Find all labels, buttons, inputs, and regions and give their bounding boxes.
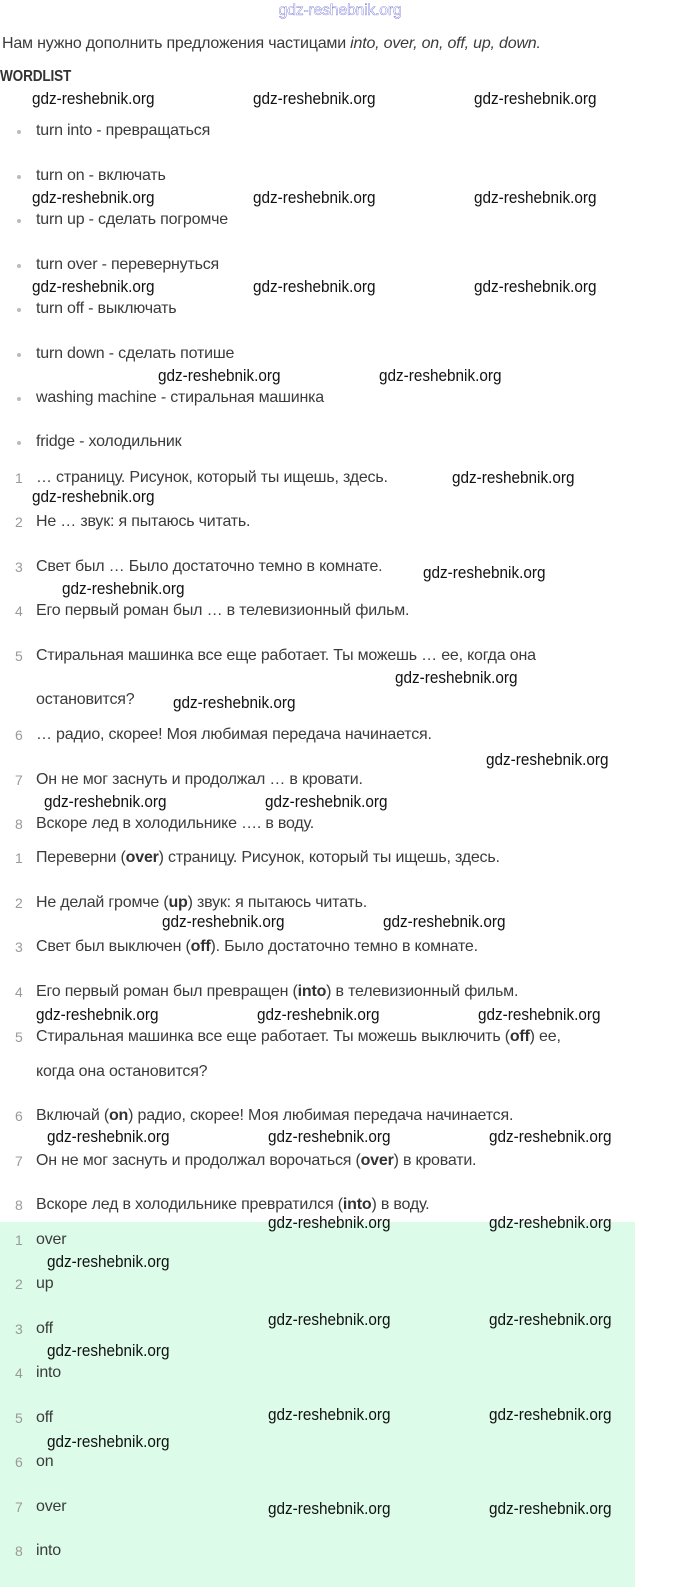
site-watermark-link[interactable]: gdz-reshebnik.org xyxy=(278,2,402,19)
watermark-text: gdz-reshebnik.org xyxy=(489,1405,612,1424)
item-number: 2 xyxy=(15,895,23,911)
answer-word: off xyxy=(36,1409,53,1426)
watermark-text: gdz-reshebnik.org xyxy=(44,792,167,811)
watermark-text: gdz-reshebnik.org xyxy=(489,1127,612,1146)
wordlist-item: turn off - выключать xyxy=(36,300,177,317)
exercise-sentence: Не … звук: я пытаюсь читать. xyxy=(36,513,251,530)
item-number: 7 xyxy=(15,1499,23,1515)
item-number: 4 xyxy=(15,603,23,619)
answer-word: over xyxy=(36,1231,67,1248)
bullet-icon xyxy=(17,397,21,401)
watermark-text: gdz-reshebnik.org xyxy=(452,468,575,487)
wordlist-item: turn into - превращаться xyxy=(36,122,211,139)
item-number: 2 xyxy=(15,514,23,530)
bullet-icon xyxy=(17,264,21,268)
watermark-text: gdz-reshebnik.org xyxy=(478,1005,601,1024)
watermark-text: gdz-reshebnik.org xyxy=(383,912,506,931)
item-number: 8 xyxy=(15,1543,23,1559)
answer-particle: into xyxy=(297,983,327,1000)
bullet-icon xyxy=(17,219,21,223)
wordlist-item: turn down - сделать потише xyxy=(36,345,235,362)
bullet-icon xyxy=(17,130,21,134)
exercise-sentence: Он не мог заснуть и продолжал … в кровати. xyxy=(36,771,363,788)
watermark-text: gdz-reshebnik.org xyxy=(268,1405,391,1424)
exercise-sentence: Его первый роман был … в телевизионный фильм. xyxy=(36,602,410,619)
watermark-text: gdz-reshebnik.org xyxy=(162,912,285,931)
item-number: 8 xyxy=(15,816,23,832)
wordlist-item: turn over - перевернуться xyxy=(36,256,220,273)
watermark-text: gdz-reshebnik.org xyxy=(489,1213,612,1232)
exercise-sentence: … страницу. Рисунок, который ты ищешь, здесь. xyxy=(36,469,388,486)
sentence-post: ) ее, xyxy=(529,1028,561,1045)
watermark-text: gdz-reshebnik.org xyxy=(265,792,388,811)
sentence-post: ). Было достаточно темно в комнате. xyxy=(210,938,478,955)
item-number: 4 xyxy=(15,984,23,1000)
sentence-pre: Его первый роман был превращен ( xyxy=(36,983,298,1000)
sentence-pre: Свет был выключен ( xyxy=(36,938,191,955)
sentence-post: ) в телевизионный фильм. xyxy=(326,983,519,1000)
watermark-text: gdz-reshebnik.org xyxy=(474,89,597,108)
answer-particle: over xyxy=(125,849,159,866)
wordlist-item: washing machine - стиральная машинка xyxy=(36,389,324,406)
answer-particle: on xyxy=(108,1107,129,1124)
sentence-post: ) звук: я пытаюсь читать. xyxy=(187,894,367,911)
watermark-text: gdz-reshebnik.org xyxy=(158,366,281,385)
watermark-text: gdz-reshebnik.org xyxy=(173,693,296,712)
wordlist-item: fridge - холодильник xyxy=(36,433,182,450)
sentence-pre: Он не мог заснуть и продолжал ворочаться ( xyxy=(36,1152,361,1169)
bullet-icon xyxy=(17,441,21,445)
item-number: 6 xyxy=(15,727,23,743)
watermark-text: gdz-reshebnik.org xyxy=(36,1005,159,1024)
sentence-pre: Вскоре лед в холодильнике превратился ( xyxy=(36,1196,343,1213)
watermark-text: gdz-reshebnik.org xyxy=(474,277,597,296)
bullet-icon xyxy=(17,308,21,312)
watermark-text: gdz-reshebnik.org xyxy=(395,668,518,687)
exercise-sentence-cont: остановится? xyxy=(36,691,135,708)
item-number: 4 xyxy=(15,1365,23,1381)
watermark-text: gdz-reshebnik.org xyxy=(47,1252,170,1271)
answer-word: off xyxy=(36,1320,53,1337)
sentence-pre: Не делай громче ( xyxy=(36,894,169,911)
watermark-text: gdz-reshebnik.org xyxy=(32,277,155,296)
item-number: 1 xyxy=(15,850,23,866)
watermark-text: gdz-reshebnik.org xyxy=(32,188,155,207)
watermark-text: gdz-reshebnik.org xyxy=(257,1005,380,1024)
translation-sentence xyxy=(36,894,367,912)
exercise-sentence: Стиральная машинка все еще работает. Ты можешь … ее, когда она xyxy=(36,647,536,664)
watermark-text: gdz-reshebnik.org xyxy=(62,579,185,598)
translation-sentence xyxy=(36,1152,476,1170)
answer-word: into xyxy=(36,1364,61,1381)
item-number: 7 xyxy=(15,772,23,788)
answer-particle: off xyxy=(190,938,211,955)
sentence-pre: Переверни ( xyxy=(36,849,126,866)
item-number: 7 xyxy=(15,1153,23,1169)
watermark-text: gdz-reshebnik.org xyxy=(474,188,597,207)
wordlist-title: WORDLIST xyxy=(0,68,72,85)
answer-word: up xyxy=(36,1275,54,1292)
sentence-post: ) радио, скорее! Моя любимая передача начинается. xyxy=(128,1107,514,1124)
translation-sentence xyxy=(36,1196,429,1214)
item-number: 6 xyxy=(15,1454,23,1470)
bullet-icon xyxy=(17,353,21,357)
item-number: 2 xyxy=(15,1276,23,1292)
watermark-text: gdz-reshebnik.org xyxy=(47,1341,170,1360)
watermark-text: gdz-reshebnik.org xyxy=(423,563,546,582)
watermark-text: gdz-reshebnik.org xyxy=(268,1213,391,1232)
item-number: 3 xyxy=(15,1321,23,1337)
translation-sentence xyxy=(36,1028,561,1046)
watermark-text: gdz-reshebnik.org xyxy=(489,1499,612,1518)
watermark-text: gdz-reshebnik.org xyxy=(268,1127,391,1146)
translation-sentence-cont: когда она остановится? xyxy=(36,1063,208,1080)
watermark-text: gdz-reshebnik.org xyxy=(253,188,376,207)
sentence-post: ) в воду. xyxy=(371,1196,430,1213)
sentence-pre: Стиральная машинка все еще работает. Ты можешь выключить ( xyxy=(36,1028,510,1045)
sentence-post: ) страницу. Рисунок, который ты ищешь, здесь. xyxy=(158,849,500,866)
exercise-sentence: Свет был … Было достаточно темно в комнате. xyxy=(36,558,383,575)
wordlist-item: turn on - включать xyxy=(36,167,166,184)
answer-word: on xyxy=(36,1453,54,1470)
item-number: 1 xyxy=(15,1232,23,1248)
watermark-text: gdz-reshebnik.org xyxy=(489,1310,612,1329)
intro-particles: into, over, on, off, up, down. xyxy=(350,35,541,52)
translation-sentence xyxy=(36,1107,513,1125)
exercise-sentence: Вскоре лед в холодильнике …. в воду. xyxy=(36,815,314,832)
watermark-text: gdz-reshebnik.org xyxy=(268,1499,391,1518)
intro-lead: Нам нужно дополнить предложения частицами xyxy=(2,35,351,52)
sentence-pre: Включай ( xyxy=(36,1107,109,1124)
watermark-text: gdz-reshebnik.org xyxy=(32,89,155,108)
item-number: 3 xyxy=(15,939,23,955)
watermark-text: gdz-reshebnik.org xyxy=(32,487,155,506)
translation-sentence xyxy=(36,938,478,956)
watermark-text: gdz-reshebnik.org xyxy=(253,277,376,296)
answer-particle: into xyxy=(342,1196,372,1213)
watermark-text: gdz-reshebnik.org xyxy=(268,1310,391,1329)
item-number: 5 xyxy=(15,1029,23,1045)
answer-particle: over xyxy=(360,1152,394,1169)
translation-sentence xyxy=(36,849,500,867)
bullet-icon xyxy=(17,175,21,179)
sentence-post: ) в кровати. xyxy=(393,1152,477,1169)
watermark-text: gdz-reshebnik.org xyxy=(486,750,609,769)
item-number: 3 xyxy=(15,559,23,575)
answer-word: into xyxy=(36,1542,61,1559)
item-number: 5 xyxy=(15,1410,23,1426)
intro-text xyxy=(2,35,541,53)
item-number: 1 xyxy=(15,470,23,486)
item-number: 5 xyxy=(15,648,23,664)
watermark-text: gdz-reshebnik.org xyxy=(47,1127,170,1146)
watermark-text: gdz-reshebnik.org xyxy=(253,89,376,108)
exercise-sentence: … радио, скорее! Моя любимая передача начинается. xyxy=(36,726,432,743)
item-number: 6 xyxy=(15,1108,23,1124)
answer-word: over xyxy=(36,1498,67,1515)
translation-sentence xyxy=(36,983,518,1001)
watermark-text: gdz-reshebnik.org xyxy=(47,1432,170,1451)
answer-particle: up xyxy=(168,894,188,911)
item-number: 8 xyxy=(15,1197,23,1213)
answer-particle: off xyxy=(509,1028,530,1045)
watermark-text: gdz-reshebnik.org xyxy=(379,366,502,385)
wordlist-item: turn up - сделать погромче xyxy=(36,211,228,228)
